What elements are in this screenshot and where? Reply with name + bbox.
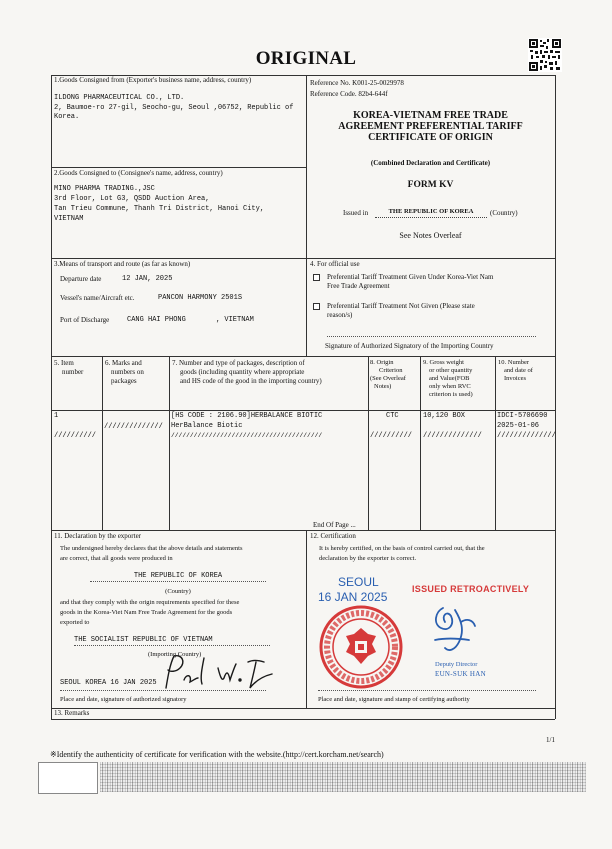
gross-quantity: 10,120 BOX — [423, 412, 466, 420]
issued-in-label: Issued in — [343, 209, 369, 217]
country-label: (Country) — [490, 209, 518, 217]
officer-name: EUN-SUK HAN — [435, 670, 486, 678]
consignee-address-1: 3rd Floor, Lot G3, QSDD Auction Area, — [54, 195, 210, 203]
box11-label: 11. Declaration by the exporter — [54, 532, 142, 540]
port-of-discharge: CANG HAI PHONG — [127, 316, 186, 324]
col5-header-2: number — [62, 368, 84, 376]
importing-signature-label: Signature of Authorized Signatory of the Importing Country — [325, 342, 494, 350]
col9-header-3: and Value(FOB — [429, 375, 470, 382]
verification-note: ※Identify the authenticity of certificate for verification with the website.(http://cert.korcham.net/search) — [50, 750, 384, 759]
col6-header-1: 6. Marks and — [105, 359, 142, 367]
departure-date: 12 JAN, 2025 — [122, 275, 173, 283]
goods-slash: //////////////////////////////////////// — [171, 432, 323, 439]
see-notes: See Notes Overleaf — [399, 231, 462, 240]
invoice-number: IDCI-5706690 — [497, 412, 548, 420]
form-kv: FORM KV — [407, 180, 454, 190]
col8-header-2: Criterion — [379, 367, 403, 374]
col6-header-3: packages — [111, 377, 137, 385]
col6-header-2: numbers on — [111, 368, 144, 376]
origin-slash: ////////// — [370, 432, 413, 440]
departure-label: Departure date — [60, 275, 102, 283]
box4-label: 4. For official use — [310, 260, 360, 268]
exporter-signature-caption: Place and date, signature of authorized signatory — [60, 696, 187, 703]
col8-header-3: (See Overleaf — [370, 375, 406, 382]
col9-header-4: only when RVC — [429, 383, 471, 390]
goods-description: HerBalance Biotic — [171, 422, 243, 430]
declaration-text-4: goods in the Korea-Viet Nam Free Trade Agreement for the goods — [60, 609, 233, 616]
officer-title: Deputy Director — [435, 661, 478, 668]
importing-signature-line — [327, 336, 536, 337]
certification-text-2: declaration by the exporter is correct. — [319, 555, 417, 562]
document-title: ORIGINAL — [255, 48, 357, 69]
consignee-address-2: Tan Trieu Commune, Thanh Tri District, Hanoi City, — [54, 205, 265, 213]
col8-header-4: Notes) — [374, 383, 392, 390]
importing-country-caption: (Importing Country) — [148, 651, 202, 658]
qr-code-icon[interactable] — [528, 38, 562, 72]
item-slash: ////////// — [54, 432, 97, 440]
fta-title-line1: KOREA-VIETNAM FREE TRADE — [353, 110, 508, 121]
produced-in-country: THE REPUBLIC OF KOREA — [90, 572, 266, 582]
issued-in-country: THE REPUBLIC OF KOREA — [375, 208, 487, 218]
security-barcode-strip — [100, 762, 586, 792]
marks-slash: ////////////// — [104, 423, 163, 431]
col7-header-2: goods (including quantity where appropriate — [180, 368, 305, 376]
tariff-given-checkbox[interactable] — [313, 274, 320, 281]
declaration-text-1: The undersigned hereby declares that the above details and statements — [60, 545, 243, 552]
exporter-signature — [160, 650, 280, 692]
quantity-slash: ////////////// — [423, 432, 482, 440]
tariff-not-given-checkbox[interactable] — [313, 303, 320, 310]
fta-subtitle: (Combined Declaration and Certificate) — [370, 159, 491, 167]
fta-title-line3: CERTIFICATE OF ORIGIN — [368, 132, 493, 143]
certification-text-1: It is hereby certified, on the basis of control carried out, that the — [319, 545, 485, 552]
exporter-place-date: SEOUL KOREA 16 JAN 2025 — [60, 679, 157, 687]
declaration-text-3: and that they comply with the origin requirements specified for these — [60, 599, 240, 606]
invoice-slash: ////////////// — [497, 432, 556, 440]
col5-header-1: 5. Item — [54, 359, 74, 367]
origin-criterion: CTC — [386, 412, 399, 420]
tariff-given-text-2: Free Trade Agreement — [327, 282, 390, 290]
reference-code: Reference Code. 82b4-644f — [310, 90, 388, 98]
box12-label: 12. Certification — [310, 532, 356, 540]
tariff-not-given-text-2: reason/s) — [327, 311, 353, 319]
invoice-date: 2025-01-06 — [497, 422, 540, 430]
box3-label: 3.Means of transport and route (as far as known) — [54, 260, 191, 268]
authority-signature-line — [318, 690, 536, 691]
declaration-text-5: exported to — [60, 619, 90, 626]
goods-hs-code: [HS CODE : 2106.90]HERBALANCE BIOTIC — [171, 412, 323, 420]
col7-header-1: 7. Number and type of packages, description of — [172, 359, 305, 367]
vessel-name: PANCON HARMONY 2501S — [158, 294, 243, 302]
port-label: Port of Discharge — [60, 316, 110, 324]
consignee-name: MINO PHARMA TRADING.,JSC — [54, 185, 155, 193]
declaration-text-2: are correct, that all goods were produced in — [60, 555, 173, 562]
fta-title-line2: AGREEMENT PREFERENTIAL TARIFF — [338, 121, 523, 132]
port-country: , VIETNAM — [216, 316, 254, 324]
end-of-page: End Of Page ... — [313, 521, 356, 529]
box13-label: 13. Remarks — [54, 709, 90, 717]
officer-signature — [425, 602, 485, 660]
col10-header-3: Invoices — [504, 375, 527, 382]
tariff-given-text-1: Preferential Tariff Treatment Given Under Korea-Viet Nam — [327, 273, 494, 281]
col7-header-3: and HS code of the good in the importing country) — [180, 377, 322, 385]
issued-retroactively-stamp: ISSUED RETROACTIVELY — [412, 584, 530, 594]
col9-header-2: or other quantity — [429, 367, 473, 374]
box1-label: 1.Goods Consigned from (Exporter's business name, address, country) — [54, 76, 252, 84]
page-number: 1/1 — [546, 736, 555, 744]
col10-header-1: 10. Number — [498, 359, 530, 366]
tariff-not-given-text-1: Preferential Tariff Treatment Not Given (Please state — [327, 302, 475, 310]
reference-number: Reference No. K001-25-0029978 — [310, 79, 404, 87]
exporter-country: Korea. — [54, 113, 80, 121]
box2-label: 2.Goods Consigned to (Consignee's name, address, country) — [54, 169, 223, 177]
col9-header-5: criterion is used) — [429, 391, 473, 398]
authority-signature-caption: Place and date, signature and stamp of certifying authority — [318, 696, 470, 703]
country-caption: (Country) — [165, 588, 191, 595]
consignee-country: VIETNAM — [54, 215, 84, 223]
exporter-name: ILDONG PHARMACEUTICAL CO., LTD. — [54, 94, 185, 102]
col8-header-1: 8. Origin — [370, 359, 394, 366]
importing-country: THE SOCIALIST REPUBLIC OF VIETNAM — [74, 636, 270, 646]
col9-header-1: 9. Gross weight — [423, 359, 464, 366]
item-number: 1 — [54, 412, 59, 420]
col10-header-2: and date of — [504, 367, 533, 374]
vessel-label: Vessel's name/Aircraft etc. — [60, 294, 135, 302]
certification-date: 16 JAN 2025 — [318, 590, 388, 604]
exporter-address: 2, Baumoe-ro 27-gil, Seocho-gu, Seoul ,06752, Republic of — [54, 104, 294, 112]
chamber-seal-stamp — [318, 604, 404, 690]
verification-code-box — [38, 762, 98, 794]
certification-city: SEOUL — [338, 575, 379, 589]
